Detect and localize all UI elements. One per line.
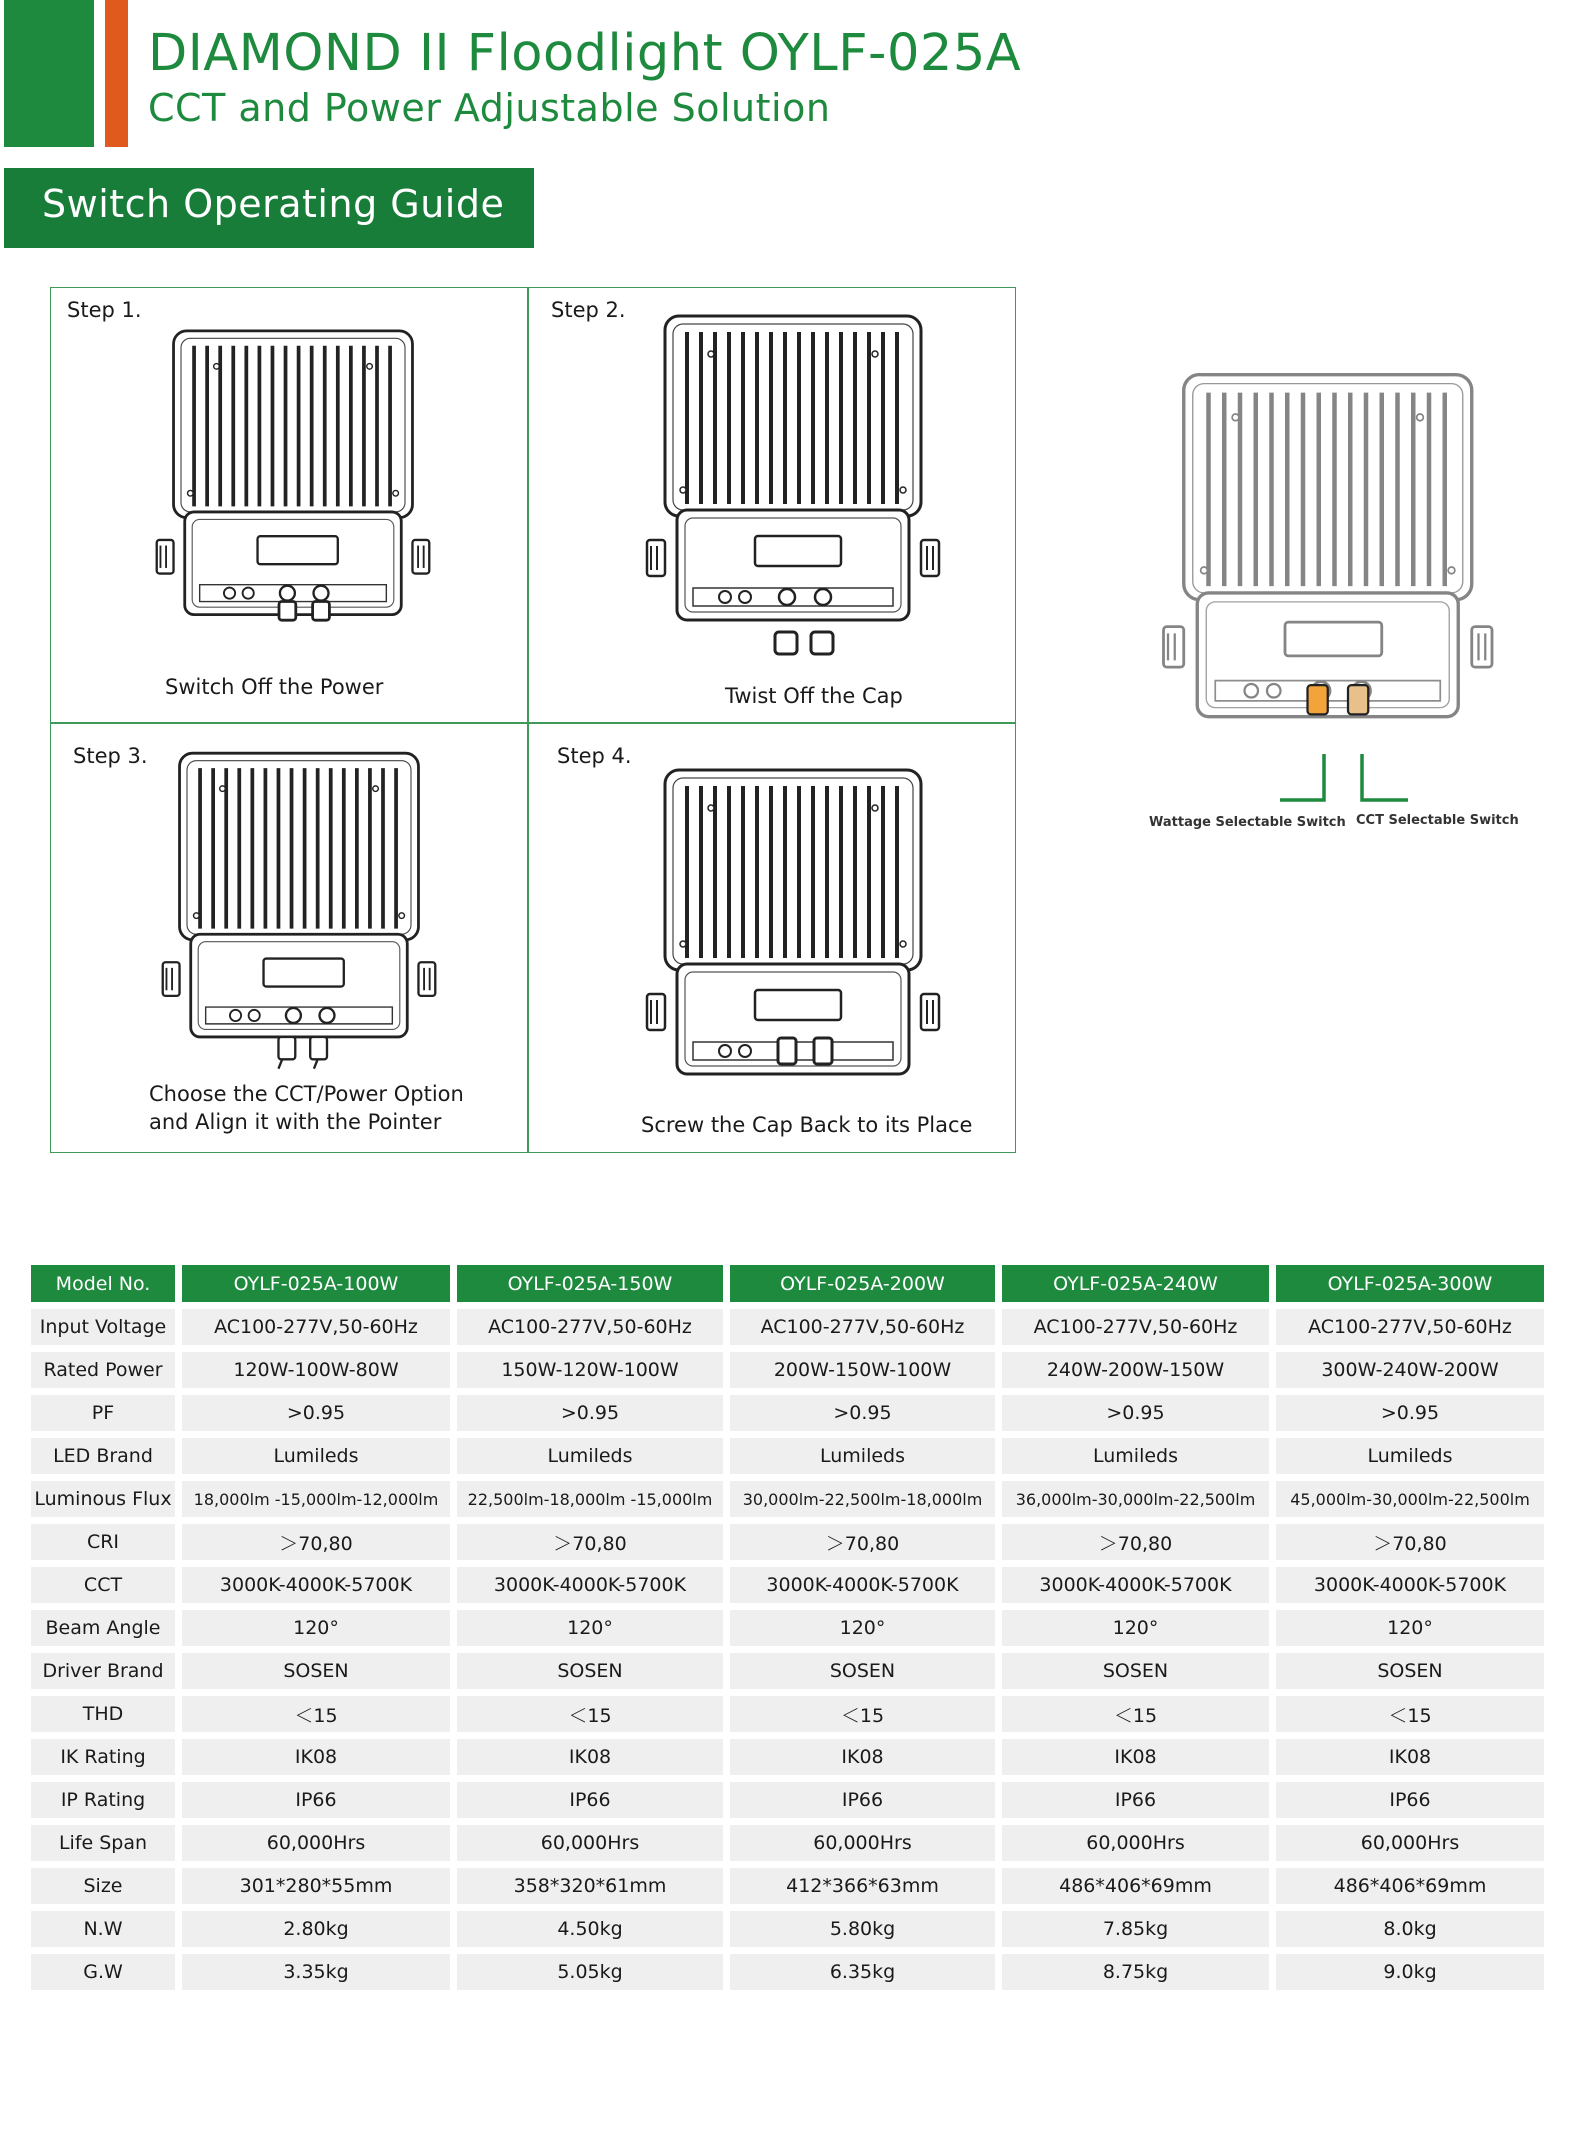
row-label: IP Rating xyxy=(31,1782,175,1818)
table-cell: 301*280*55mm xyxy=(182,1868,450,1904)
table-cell: ＞70,80 xyxy=(182,1524,450,1560)
header-green-bar xyxy=(4,0,94,147)
row-label: Luminous Flux xyxy=(31,1481,175,1517)
step-4-fixture-icon xyxy=(643,768,943,1108)
row-label: Input Voltage xyxy=(31,1309,175,1345)
table-cell: 240W-200W-150W xyxy=(1002,1352,1269,1388)
table-cell: 120° xyxy=(457,1610,723,1646)
table-cell: IP66 xyxy=(1276,1782,1544,1818)
table-cell: AC100-277V,50-60Hz xyxy=(182,1309,450,1345)
table-row xyxy=(31,1696,1544,1732)
table-cell: ＞70,80 xyxy=(730,1524,995,1560)
header-model: OYLF-025A-240W xyxy=(1002,1265,1269,1302)
step-4-label: Step 4. xyxy=(557,744,632,768)
header-model: OYLF-025A-150W xyxy=(457,1265,723,1302)
table-cell: 150W-120W-100W xyxy=(457,1352,723,1388)
table-cell: 7.85kg xyxy=(1002,1911,1269,1947)
cct-switch-label: CCT Selectable Switch xyxy=(1356,813,1519,828)
header-orange-bar xyxy=(105,0,128,147)
switch-pointer-lines xyxy=(1270,752,1410,804)
table-cell: 2.80kg xyxy=(182,1911,450,1947)
table-cell: Lumileds xyxy=(1276,1438,1544,1474)
table-cell: 358*320*61mm xyxy=(457,1868,723,1904)
table-cell: AC100-277V,50-60Hz xyxy=(1002,1309,1269,1345)
table-cell: 8.75kg xyxy=(1002,1954,1269,1990)
table-cell: 3000K-4000K-5700K xyxy=(182,1567,450,1603)
table-cell: IK08 xyxy=(1002,1739,1269,1775)
page-title: DIAMOND II Floodlight OYLF-025A xyxy=(148,24,1022,83)
table-row xyxy=(31,1825,1544,1861)
table-cell: 5.05kg xyxy=(457,1954,723,1990)
wattage-switch-label: Wattage Selectable Switch xyxy=(1149,815,1346,830)
table-cell: SOSEN xyxy=(730,1653,995,1689)
table-cell: 120° xyxy=(182,1610,450,1646)
row-label: LED Brand xyxy=(31,1438,175,1474)
table-cell: IK08 xyxy=(457,1739,723,1775)
table-cell: IK08 xyxy=(730,1739,995,1775)
table-row xyxy=(31,1481,1544,1517)
table-cell: AC100-277V,50-60Hz xyxy=(1276,1309,1544,1345)
table-cell: >0.95 xyxy=(457,1395,723,1431)
table-cell: 412*366*63mm xyxy=(730,1868,995,1904)
row-label: PF xyxy=(31,1395,175,1431)
steps-grid xyxy=(50,287,1016,1153)
step-3-caption xyxy=(149,1080,464,1137)
table-cell: 22,500lm-18,000lm -15,000lm xyxy=(457,1481,723,1517)
step-3-caption-line1: Choose the CCT/Power Option xyxy=(149,1082,464,1106)
table-cell: SOSEN xyxy=(457,1653,723,1689)
step-3-label: Step 3. xyxy=(73,744,148,768)
table-cell: SOSEN xyxy=(1002,1653,1269,1689)
table-cell: Lumileds xyxy=(730,1438,995,1474)
table-row xyxy=(31,1309,1544,1345)
table-cell: 45,000lm-30,000lm-22,500lm xyxy=(1276,1481,1544,1517)
table-cell: ＜15 xyxy=(730,1696,995,1732)
row-label: CCT xyxy=(31,1567,175,1603)
table-row xyxy=(31,1653,1544,1689)
step-1-fixture-icon xyxy=(153,318,433,648)
table-cell: 120W-100W-80W xyxy=(182,1352,450,1388)
guide-banner xyxy=(4,168,534,248)
table-cell: 30,000lm-22,500lm-18,000lm xyxy=(730,1481,995,1517)
table-cell: >0.95 xyxy=(182,1395,450,1431)
header-model: OYLF-025A-100W xyxy=(182,1265,450,1302)
table-cell: ＜15 xyxy=(1276,1696,1544,1732)
table-cell: Lumileds xyxy=(182,1438,450,1474)
row-label: Driver Brand xyxy=(31,1653,175,1689)
table-cell: 5.80kg xyxy=(730,1911,995,1947)
table-row xyxy=(31,1868,1544,1904)
table-cell: 8.0kg xyxy=(1276,1911,1544,1947)
step-2-caption: Twist Off the Cap xyxy=(725,684,903,708)
table-cell: 3000K-4000K-5700K xyxy=(730,1567,995,1603)
table-cell: IP66 xyxy=(457,1782,723,1818)
row-label: Beam Angle xyxy=(31,1610,175,1646)
step-4-caption: Screw the Cap Back to its Place xyxy=(641,1113,973,1137)
table-cell: ＞70,80 xyxy=(1002,1524,1269,1560)
row-label: Life Span xyxy=(31,1825,175,1861)
table-cell: 60,000Hrs xyxy=(182,1825,450,1861)
row-label: CRI xyxy=(31,1524,175,1560)
table-row xyxy=(31,1438,1544,1474)
step-3-caption-line2: and Align it with the Pointer xyxy=(149,1110,442,1135)
table-cell: Lumileds xyxy=(1002,1438,1269,1474)
table-cell: 200W-150W-100W xyxy=(730,1352,995,1388)
table-cell: ＜15 xyxy=(457,1696,723,1732)
table-cell: 3.35kg xyxy=(182,1954,450,1990)
table-cell: ＜15 xyxy=(1002,1696,1269,1732)
table-row xyxy=(31,1739,1544,1775)
table-cell: IK08 xyxy=(182,1739,450,1775)
table-cell: >0.95 xyxy=(730,1395,995,1431)
page-subtitle: CCT and Power Adjustable Solution xyxy=(148,86,831,130)
table-cell: 36,000lm-30,000lm-22,500lm xyxy=(1002,1481,1269,1517)
table-cell: 120° xyxy=(1002,1610,1269,1646)
table-cell: ＞70,80 xyxy=(457,1524,723,1560)
row-label: Rated Power xyxy=(31,1352,175,1388)
table-cell: 9.0kg xyxy=(1276,1954,1544,1990)
table-header-row xyxy=(31,1265,1544,1302)
step-2-fixture-icon xyxy=(643,304,943,664)
row-label: IK Rating xyxy=(31,1739,175,1775)
table-row xyxy=(31,1567,1544,1603)
table-cell: 4.50kg xyxy=(457,1911,723,1947)
table-cell: AC100-277V,50-60Hz xyxy=(730,1309,995,1345)
table-cell: 120° xyxy=(730,1610,995,1646)
table-cell: 60,000Hrs xyxy=(457,1825,723,1861)
guide-title: Switch Operating Guide xyxy=(42,182,505,226)
table-cell: 6.35kg xyxy=(730,1954,995,1990)
table-cell: 60,000Hrs xyxy=(730,1825,995,1861)
table-cell: >0.95 xyxy=(1002,1395,1269,1431)
grid-divider-horizontal xyxy=(51,722,1015,724)
table-row xyxy=(31,1524,1544,1560)
floodlight-fixture-icon xyxy=(1150,348,1510,768)
table-cell: >0.95 xyxy=(1276,1395,1544,1431)
step-1-caption: Switch Off the Power xyxy=(165,675,384,699)
table-cell: 486*406*69mm xyxy=(1002,1868,1269,1904)
step-1-label: Step 1. xyxy=(67,298,142,322)
table-cell: IP66 xyxy=(730,1782,995,1818)
row-label: G.W xyxy=(31,1954,175,1990)
table-row xyxy=(31,1395,1544,1431)
row-label: N.W xyxy=(31,1911,175,1947)
table-cell: SOSEN xyxy=(182,1653,450,1689)
spec-table xyxy=(24,1258,1551,1997)
row-label: Size xyxy=(31,1868,175,1904)
header-model: OYLF-025A-200W xyxy=(730,1265,995,1302)
table-cell: 60,000Hrs xyxy=(1276,1825,1544,1861)
step-3-fixture-icon xyxy=(159,740,439,1080)
table-row xyxy=(31,1782,1544,1818)
table-cell: 18,000lm -15,000lm-12,000lm xyxy=(182,1481,450,1517)
table-cell: 3000K-4000K-5700K xyxy=(1276,1567,1544,1603)
table-cell: AC100-277V,50-60Hz xyxy=(457,1309,723,1345)
table-cell: IP66 xyxy=(182,1782,450,1818)
table-cell: ＞70,80 xyxy=(1276,1524,1544,1560)
table-cell: IP66 xyxy=(1002,1782,1269,1818)
step-2-label: Step 2. xyxy=(551,298,626,322)
grid-divider-vertical xyxy=(527,288,529,1152)
table-row xyxy=(31,1911,1544,1947)
table-cell: ＜15 xyxy=(182,1696,450,1732)
table-cell: 60,000Hrs xyxy=(1002,1825,1269,1861)
table-cell: 3000K-4000K-5700K xyxy=(457,1567,723,1603)
table-cell: 120° xyxy=(1276,1610,1544,1646)
header-model: OYLF-025A-300W xyxy=(1276,1265,1544,1302)
table-cell: IK08 xyxy=(1276,1739,1544,1775)
table-cell: Lumileds xyxy=(457,1438,723,1474)
row-label: THD xyxy=(31,1696,175,1732)
table-cell: 3000K-4000K-5700K xyxy=(1002,1567,1269,1603)
table-row xyxy=(31,1352,1544,1388)
table-row xyxy=(31,1954,1544,1990)
table-cell: SOSEN xyxy=(1276,1653,1544,1689)
header-model-no: Model No. xyxy=(31,1265,175,1302)
table-row xyxy=(31,1610,1544,1646)
table-cell: 486*406*69mm xyxy=(1276,1868,1544,1904)
table-cell: 300W-240W-200W xyxy=(1276,1352,1544,1388)
